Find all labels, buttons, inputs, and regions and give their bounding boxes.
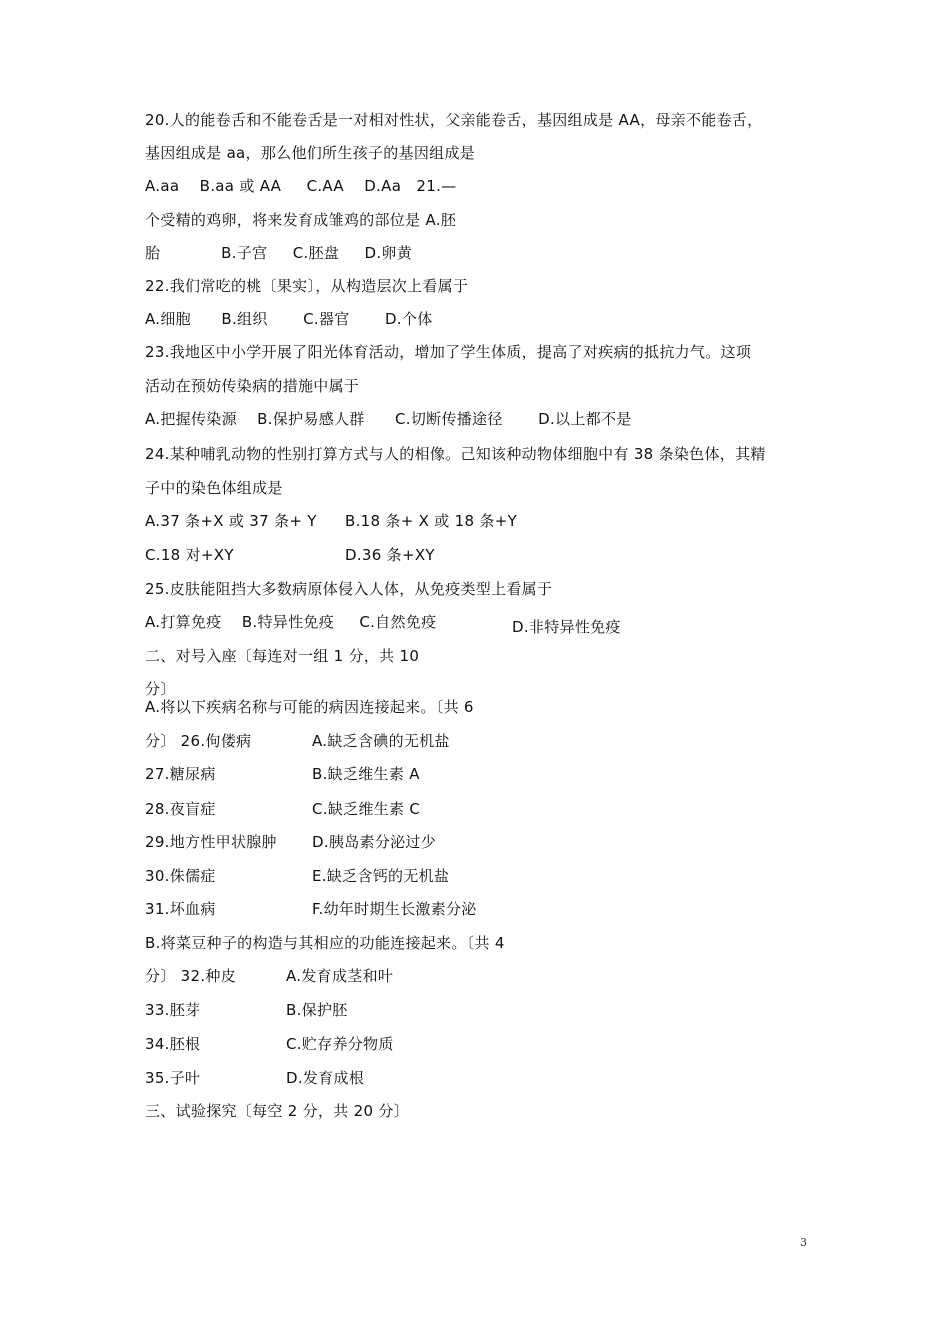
page-number: 3: [800, 1236, 807, 1249]
match-right-item: A.发育成茎和叶: [286, 967, 394, 985]
match-left-item: 28.夜盲症: [145, 800, 216, 818]
section2-title-line1: 二、对号入座〔每连对一组 1 分，共 10: [145, 647, 420, 665]
match-right-item: F.幼年时期生长激素分泌: [312, 900, 477, 918]
section2-part-a-intro: A.将以下疾病名称与可能的病因连接起来。〔共 6: [145, 698, 474, 716]
section2-part-b-intro: B.将菜豆种子的构造与其相应的功能连接起来。〔共 4: [145, 934, 505, 952]
q24-line1: 24.某种哺乳动物的性别打算方式与人的相像。己知该种动物体细胞中有 38 条染色体，其精: [145, 445, 766, 463]
match-left-item: 分〕 32.种皮: [145, 967, 237, 985]
match-right-item: D.发育成根: [286, 1069, 365, 1087]
match-left-item: 31.坏血病: [145, 900, 216, 918]
q22-options: A.细胞 B.组织 C.器官 D.个体: [145, 310, 433, 328]
q25-options: A.打算免疫 B.特异性免疫 C.自然免疫: [145, 613, 437, 631]
q24-option-c: C.18 对+XY: [145, 546, 234, 564]
match-left-item: 27.糖尿病: [145, 765, 216, 783]
match-right-item: E.缺乏含钙的无机盐: [312, 867, 450, 885]
match-left-item: 34.胚根: [145, 1035, 201, 1053]
q24-option-a: A.37 条+X 或 37 条+ Y: [145, 512, 317, 530]
q21-line1: 个受精的鸡卵，将来发育成雏鸡的部位是 A.胚: [145, 211, 457, 229]
q25-stem: 25.皮肤能阻挡大多数病原体侵入人体，从免疫类型上看属于: [145, 580, 553, 598]
q20-options: A.aa B.aa 或 AA C.AA D.Aa 21.—: [145, 177, 457, 195]
q25-option-d: D.非特异性免疫: [512, 618, 621, 636]
match-left-item: 35.子叶: [145, 1069, 201, 1087]
q24-line2: 子中的染色体组成是: [145, 479, 283, 497]
match-right-item: B.缺乏维生素 A: [312, 765, 420, 783]
match-right-item: C.缺乏维生素 C: [312, 800, 421, 818]
q21-line2: 胎 B.子宫 C.胚盘 D.卵黄: [145, 244, 413, 262]
q20-line1: 20.人的能卷舌和不能卷舌是一对相对性状，父亲能卷舌，基因组成是 AA，母亲不能卷舌，: [145, 111, 763, 129]
q23-line1: 23.我地区中小学开展了阳光体育活动，增加了学生体质，提高了对疾病的抵抗力气。这项: [145, 343, 752, 361]
q23-line2: 活动在预妨传染病的措施中属于: [145, 377, 360, 395]
q22-stem: 22.我们常吃的桃〔果实〕，从构造层次上看属于: [145, 277, 469, 295]
match-right-item: C.贮存养分物质: [286, 1035, 394, 1053]
q20-line2: 基因组成是 aa，那么他们所生孩子的基因组成是: [145, 144, 476, 162]
q24-option-d: D.36 条+XY: [345, 546, 435, 564]
match-left-item: 30.侏儒症: [145, 867, 216, 885]
match-right-item: A.缺乏含碘的无机盐: [312, 732, 450, 750]
match-right-item: B.保护胚: [286, 1001, 348, 1019]
match-left-item: 分〕 26.佝偻病: [145, 732, 252, 750]
section3-title: 三、试验探究〔每空 2 分，共 20 分〕: [145, 1102, 410, 1120]
q23-options: A.把握传染源 B.保护易感人群 C.切断传播途径 D.以上都不是: [145, 410, 632, 428]
section2-title-line2: 分〕: [145, 680, 176, 698]
match-left-item: 33.胚芽: [145, 1001, 201, 1019]
q24-option-b: B.18 条+ X 或 18 条+Y: [345, 512, 518, 530]
match-right-item: D.胰岛素分泌过少: [312, 833, 437, 851]
match-left-item: 29.地方性甲状腺肿: [145, 833, 277, 851]
